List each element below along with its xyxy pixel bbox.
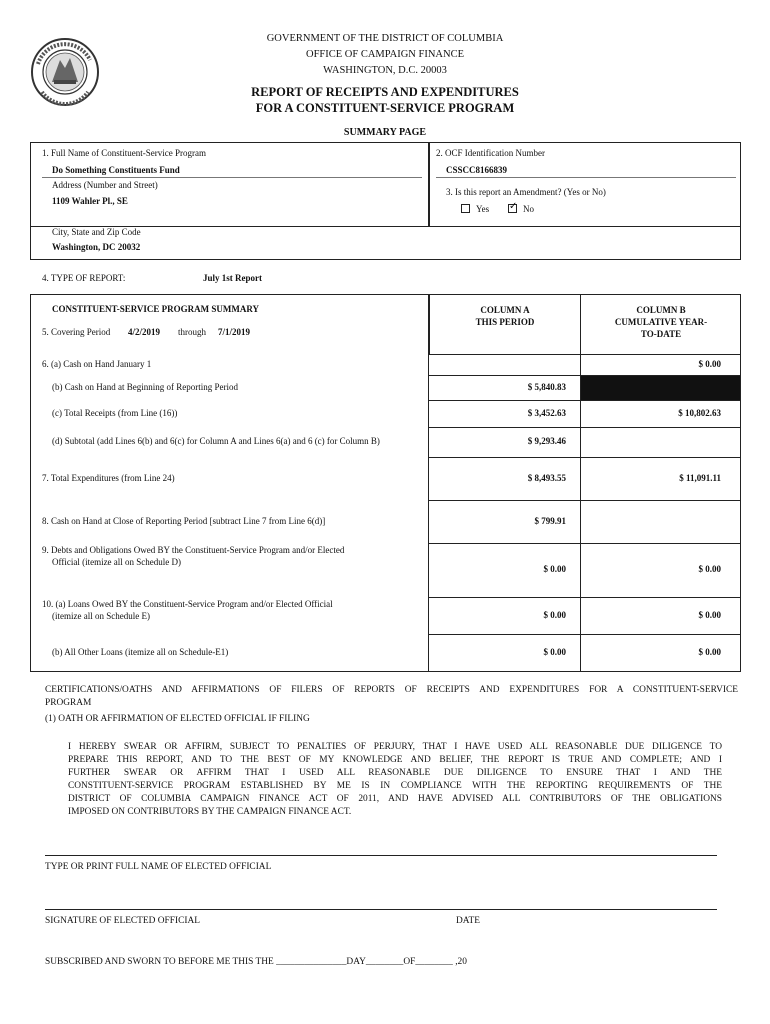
address-label: Address (Number and Street): [52, 180, 158, 190]
program-name-label: 1. Full Name of Constituent-Service Program: [42, 148, 206, 158]
report-type-label: 4. TYPE OF REPORT:: [42, 273, 126, 283]
column-a-value[interactable]: $ 5,840.83: [527, 381, 566, 392]
divider: [428, 354, 741, 355]
header-government: GOVERNMENT OF THE DISTRICT OF COLUMBIA: [266, 33, 504, 44]
oath-line-6: IMPOSED ON CONTRIBUTORS BY THE CAMPAIGN FINANCE ACT.: [68, 807, 352, 817]
summary-row-label: 6. (a) Cash on Hand January 1: [42, 358, 152, 369]
summary-page-label: SUMMARY PAGE: [343, 127, 427, 138]
column-b-value[interactable]: $ 0.00: [698, 564, 721, 574]
city-label: City, State and Zip Code: [52, 227, 141, 237]
column-a-value[interactable]: $ 8,493.55: [527, 472, 566, 483]
header-address: WASHINGTON, D.C. 20003: [323, 65, 447, 76]
amendment-yes-option[interactable]: [461, 204, 489, 214]
shaded-cell: [581, 376, 740, 400]
summary-row-label: 7. Total Expenditures (from Line 24): [42, 472, 175, 483]
summary-heading: CONSTITUENT-SERVICE PROGRAM SUMMARY: [52, 304, 260, 314]
divider: [428, 457, 741, 458]
amendment-no-option[interactable]: [508, 204, 534, 214]
divider: [428, 634, 741, 635]
summary-row-label: 10. (a) Loans Owed BY the Constituent-Service Program and/or Elected Official: [42, 599, 333, 609]
certifications-heading: [45, 684, 738, 710]
ocf-id-label: 2. OCF Identification Number: [436, 148, 545, 158]
covering-period-through: through: [178, 327, 206, 337]
city-value[interactable]: Washington, DC 20032: [52, 242, 141, 252]
summary-row-label-continued: (itemize all on Schedule E): [52, 611, 150, 621]
column-b-value[interactable]: $ 0.00: [698, 647, 721, 657]
program-name-value[interactable]: Do Something Constituents Fund: [52, 165, 180, 175]
no-label: No: [523, 204, 534, 214]
no-checkbox[interactable]: [508, 204, 517, 213]
summary-row-label: (b) Cash on Hand at Beginning of Reporting Period: [52, 381, 238, 392]
divider: [42, 177, 422, 178]
column-a-header: [430, 304, 580, 328]
header-office: OFFICE OF CAMPAIGN FINANCE: [305, 49, 465, 60]
summary-row-label: (c) Total Receipts (from Line (16)): [52, 407, 178, 418]
report-type-value[interactable]: July 1st Report: [203, 273, 262, 283]
column-b-value[interactable]: $ 10,802.63: [678, 407, 721, 418]
column-a-value[interactable]: $ 0.00: [543, 564, 566, 574]
divider: [580, 294, 581, 672]
divider: [428, 500, 741, 501]
oath-label: (1) OATH OR AFFIRMATION OF ELECTED OFFICIAL IF FILING: [45, 714, 310, 724]
ocf-id-value[interactable]: CSSCC8166839: [446, 165, 508, 175]
oath-line-2: PREPARE THIS REPORT, AND TO THE BEST OF MY KNOWLEDGE AND BELIEF, THE REPORT IS TRUE AND COMPLETE; AND I: [68, 755, 722, 765]
sworn-statement: SUBSCRIBED AND SWORN TO BEFORE ME THIS THE _______________DAY________OF________ ,20: [45, 957, 467, 967]
report-title-1: REPORT OF RECEIPTS AND EXPENDITURES: [251, 85, 519, 99]
date-label: DATE: [456, 916, 480, 926]
summary-row-label: 9. Debts and Obligations Owed BY the Constituent-Service Program and/or Elected: [42, 545, 345, 555]
divider: [436, 177, 736, 178]
signature-line[interactable]: [45, 909, 717, 910]
column-a-value[interactable]: $ 799.91: [534, 515, 566, 526]
divider: [428, 354, 429, 672]
certifications-heading-line-2: PROGRAM: [45, 698, 92, 708]
column-a-value[interactable]: $ 0.00: [543, 647, 566, 657]
column-b-subtitle-2: TO-DATE: [640, 329, 682, 339]
divider: [428, 597, 741, 598]
summary-row-label-continued: Official (itemize all on Schedule D): [52, 557, 182, 567]
summary-row-label: (b) All Other Loans (itemize all on Schedule-E1): [52, 647, 229, 657]
oath-line-3: FURTHER SWEAR OR AFFIRM THAT I USED ALL REASONABLE DUE DILIGENCE TO ENSURE THAT I AND THE: [68, 768, 722, 778]
summary-row-label: (d) Subtotal (add Lines 6(b) and 6(c) for Column A and Lines 6(a) and 6 (c) for Column B): [52, 436, 380, 446]
oath-line-5: DISTRICT OF COLUMBIA CAMPAIGN FINANCE ACT OF 2011, AND HAVE ADVISED ALL CONTRIBUTORS OF THE OBLIGATIONS: [68, 794, 722, 804]
column-b-title: COLUMN B: [636, 305, 686, 315]
divider: [428, 142, 430, 226]
covering-period-from[interactable]: 4/2/2019: [128, 327, 161, 337]
column-a-value[interactable]: $ 3,452.63: [527, 407, 566, 418]
yes-label: Yes: [476, 204, 490, 214]
divider: [428, 543, 741, 544]
column-a-subtitle: THIS PERIOD: [475, 317, 535, 327]
divider: [428, 427, 741, 428]
yes-checkbox[interactable]: [461, 204, 470, 213]
column-b-value[interactable]: $ 11,091.11: [679, 472, 721, 483]
column-a-value[interactable]: $ 9,293.46: [527, 436, 566, 446]
column-b-header: [582, 304, 740, 340]
column-b-subtitle: CUMULATIVE YEAR-: [614, 317, 708, 327]
covering-period-to[interactable]: 7/1/2019: [218, 327, 251, 337]
divider: [428, 400, 741, 401]
address-value[interactable]: 1109 Wahler Pl., SE: [52, 196, 128, 206]
report-title-2: FOR A CONSTITUENT-SERVICE PROGRAM: [255, 101, 515, 115]
name-signature-line[interactable]: [45, 855, 717, 856]
column-b-value[interactable]: $ 0.00: [698, 358, 721, 369]
covering-period-label: 5. Covering Period: [42, 327, 111, 337]
signature-label: SIGNATURE OF ELECTED OFFICIAL: [45, 916, 200, 926]
oath-line-4: CONSTITUENT-SERVICE PROGRAM ESTABLISHED BY ME IS IN COMPLIANCE WITH THE REPORTING REQUIREMENTS OF THE: [68, 781, 722, 791]
column-b-value[interactable]: $ 0.00: [698, 609, 721, 620]
certifications-heading-line-1: CERTIFICATIONS/OATHS AND AFFIRMATIONS OF FILERS OF REPORTS OF RECEIPTS AND EXPENDITURES FOR A CONSTITUENT-SERVICE: [45, 685, 738, 695]
amendment-label: 3. Is this report an Amendment? (Yes or No): [446, 187, 606, 197]
summary-row-label: 8. Cash on Hand at Close of Reporting Period [subtract Line 7 from Line 6(d)]: [42, 515, 326, 526]
oath-paragraph: [68, 741, 722, 819]
official-name-label: TYPE OR PRINT FULL NAME OF ELECTED OFFICIAL: [45, 862, 272, 872]
oath-line-1: I HEREBY SWEAR OR AFFIRM, SUBJECT TO PENALTIES OF PERJURY, THAT I HAVE USED ALL REASONABLE DUE DILIGENCE TO: [68, 742, 722, 752]
column-a-value[interactable]: $ 0.00: [543, 609, 566, 620]
column-a-title: COLUMN A: [480, 305, 530, 315]
